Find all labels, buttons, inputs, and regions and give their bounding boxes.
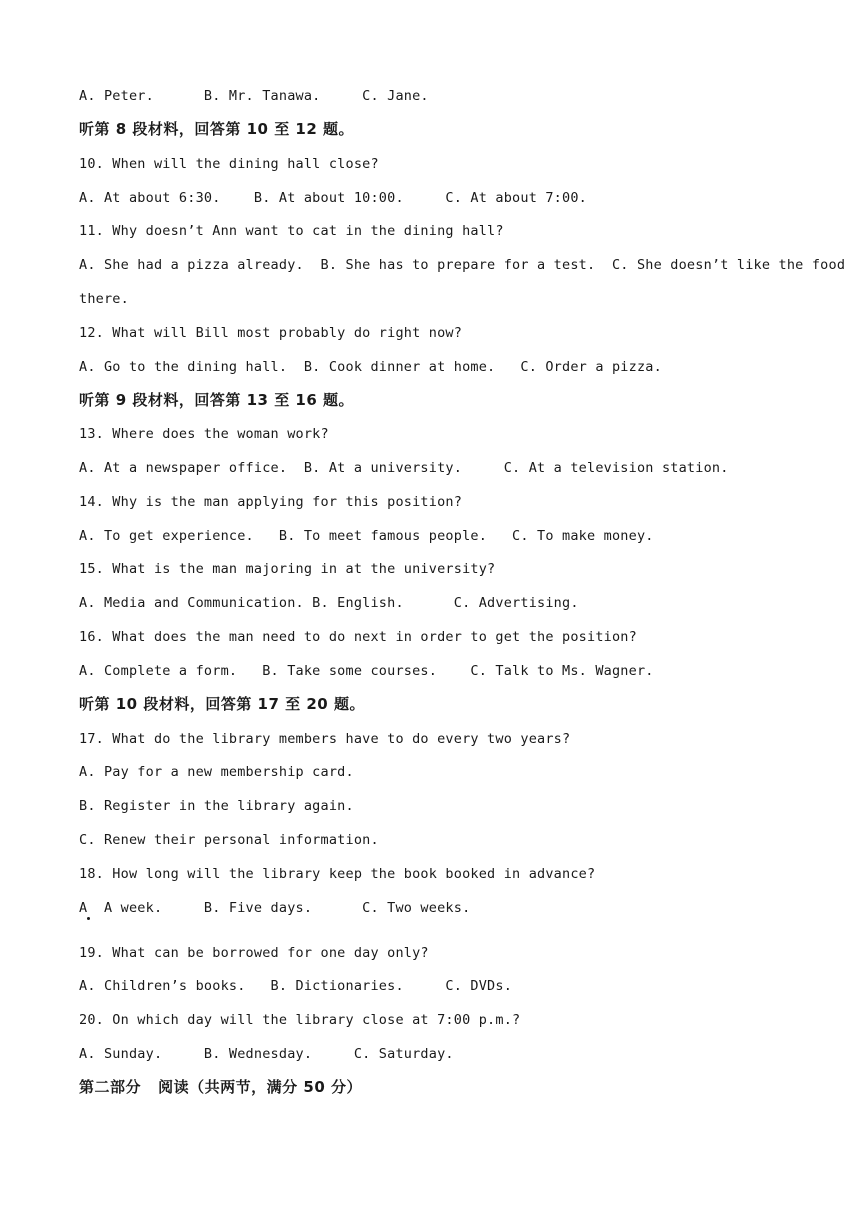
question-12: 12. What will Bill most probably do right now? [79, 325, 463, 341]
question-15: 15. What is the man majoring in at the university? [79, 561, 496, 577]
q17-option-c: C. Renew their personal information. [79, 832, 379, 848]
question-13: 13. Where does the woman work? [79, 426, 329, 442]
q17-option-a: A. Pay for a new membership card. [79, 764, 354, 780]
q19-options: A. Children’s books. B. Dictionaries. C. DVDs. [79, 978, 513, 994]
q16-options: A. Complete a form. B. Take some courses. C. Talk to Ms. Wagner. [79, 663, 654, 679]
question-10: 10. When will the dining hall close? [79, 156, 379, 172]
question-14: 14. Why is the man applying for this position? [79, 494, 463, 510]
question-18: 18. How long will the library keep the book booked in advance? [79, 866, 596, 882]
stray-dot-mark [87, 917, 90, 920]
section-heading-10: 听第 10 段材料，回答第 17 至 20 题。 [79, 695, 365, 713]
q11-options-continued: there. [79, 291, 129, 307]
q12-options: A. Go to the dining hall. B. Cook dinner at home. C. Order a pizza. [79, 359, 662, 375]
section-heading-9: 听第 9 段材料，回答第 13 至 16 题。 [79, 391, 355, 409]
question-19: 19. What can be borrowed for one day only? [79, 945, 429, 961]
q20-options: A. Sunday. B. Wednesday. C. Saturday. [79, 1046, 454, 1062]
q14-options: A. To get experience. B. To meet famous people. C. To make money. [79, 528, 654, 544]
question-17: 17. What do the library members have to do every two years? [79, 731, 571, 747]
q13-options: A. At a newspaper office. B. At a university. C. At a television station. [79, 460, 729, 476]
q15-options: A. Media and Communication. B. English. C. Advertising. [79, 595, 579, 611]
q11-options: A. She had a pizza already. B. She has to prepare for a test. C. She doesn’t like the food [79, 257, 846, 273]
part-two-heading: 第二部分 阅读（共两节，满分 50 分） [79, 1078, 362, 1096]
q9-options: A. Peter. B. Mr. Tanawa. C. Jane. [79, 88, 429, 104]
question-11: 11. Why doesn’t Ann want to cat in the dining hall? [79, 223, 504, 239]
question-16: 16. What does the man need to do next in order to get the position? [79, 629, 637, 645]
q17-option-b: B. Register in the library again. [79, 798, 354, 814]
section-heading-8: 听第 8 段材料，回答第 10 至 12 题。 [79, 120, 355, 138]
q18-options: A A week. B. Five days. C. Two weeks. [79, 900, 471, 916]
q10-options: A. At about 6:30. B. At about 10:00. C. At about 7:00. [79, 190, 587, 206]
question-20: 20. On which day will the library close at 7:00 p.m.? [79, 1012, 521, 1028]
